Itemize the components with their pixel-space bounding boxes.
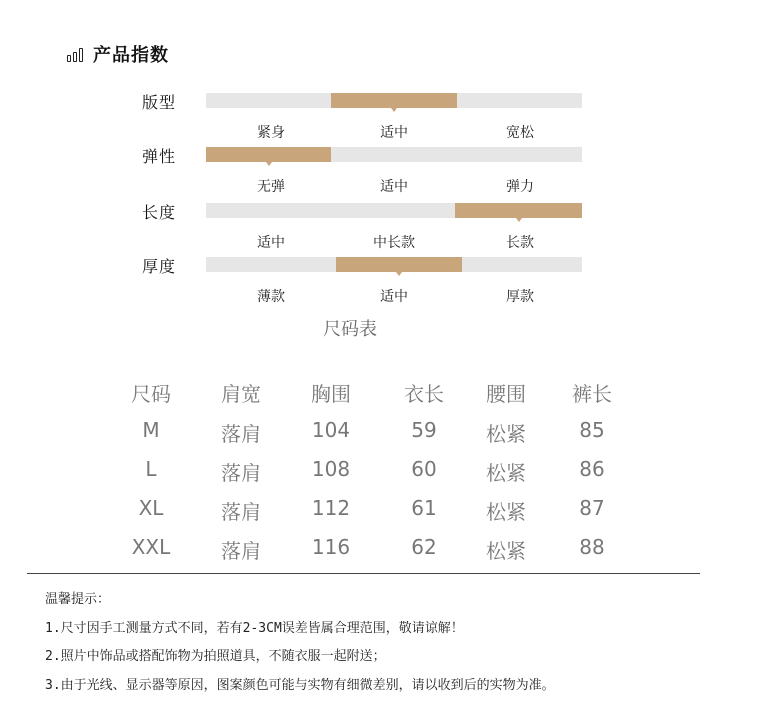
metric-indicator (331, 93, 457, 108)
table-cell: 87 (579, 496, 605, 520)
notes-title: 温馨提示： (45, 592, 111, 607)
bar-chart-icon (67, 46, 87, 62)
metric-track (206, 257, 582, 272)
table-cell: 落肩 (221, 500, 261, 524)
metric-track (206, 147, 582, 162)
table-cell: 88 (579, 535, 605, 559)
metric-option: 适中 (380, 179, 408, 195)
table-cell: 落肩 (221, 461, 261, 485)
table-cell: 104 (311, 418, 351, 442)
header-cell: 裤长 (572, 382, 612, 406)
table-cell: M (142, 418, 160, 442)
table-cell: XXL (131, 535, 171, 559)
table-cell: 112 (311, 496, 351, 520)
metric-track (206, 203, 582, 218)
metric-option: 无弹 (257, 179, 285, 195)
header-cell: 胸围 (311, 382, 351, 406)
metric-option: 弹力 (506, 179, 534, 195)
metric-option: 长款 (506, 235, 534, 251)
metric-elasticity (0, 144, 766, 204)
table-cell: 85 (579, 418, 605, 442)
header-cell: 衣长 (404, 382, 444, 406)
table-cell: 116 (311, 535, 351, 559)
note-item: 1.尺寸因手工测量方式不同，若有2-3CM误差皆属合理范围，敬请谅解！ (45, 621, 464, 636)
table-cell: 松紧 (486, 422, 526, 446)
metric-name: 厚度 (142, 257, 177, 276)
metric-fit (0, 90, 766, 150)
metric-option: 厚款 (506, 289, 534, 305)
table-cell: 60 (411, 457, 437, 481)
metric-option: 宽松 (506, 125, 534, 141)
metric-name: 版型 (142, 93, 177, 112)
metric-track (206, 93, 582, 108)
table-cell: 落肩 (221, 539, 261, 563)
table-cell: 59 (411, 418, 437, 442)
table-cell: 62 (411, 535, 437, 559)
table-cell: 落肩 (221, 422, 261, 446)
header-cell: 尺码 (131, 382, 171, 406)
metric-option: 紧身 (257, 125, 285, 141)
metric-option: 适中 (257, 235, 285, 251)
table-cell: 61 (411, 496, 437, 520)
metric-name: 长度 (142, 203, 177, 222)
metric-option: 薄款 (257, 289, 285, 305)
table-cell: 松紧 (486, 461, 526, 485)
table-cell: 松紧 (486, 539, 526, 563)
metric-indicator (336, 257, 462, 272)
table-cell: XL (138, 496, 164, 520)
header-cell: 腰围 (486, 382, 526, 406)
metric-option: 中长款 (373, 235, 415, 251)
table-cell: 松紧 (486, 500, 526, 524)
note-item: 2.照片中饰品或搭配饰物为拍照道具，不随衣服一起附送； (45, 649, 386, 664)
header-cell: 肩宽 (221, 382, 261, 406)
table-cell: L (145, 457, 157, 481)
metric-indicator (455, 203, 582, 218)
metric-thickness (0, 254, 766, 314)
note-item: 3.由于光线、显示器等原因，图案颜色可能与实物有细微差别，请以收到后的实物为准。 (45, 678, 555, 693)
size-chart-title: 尺码表 (323, 319, 377, 340)
metric-indicator (206, 147, 331, 162)
table-cell: 108 (311, 457, 351, 481)
metric-name: 弹性 (142, 147, 177, 166)
metric-option: 适中 (380, 289, 408, 305)
divider (27, 573, 700, 574)
section-title: 产品指数 (93, 45, 169, 66)
metric-length (0, 200, 766, 260)
metric-option: 适中 (380, 125, 408, 141)
section-header (67, 42, 169, 66)
table-cell: 86 (579, 457, 605, 481)
